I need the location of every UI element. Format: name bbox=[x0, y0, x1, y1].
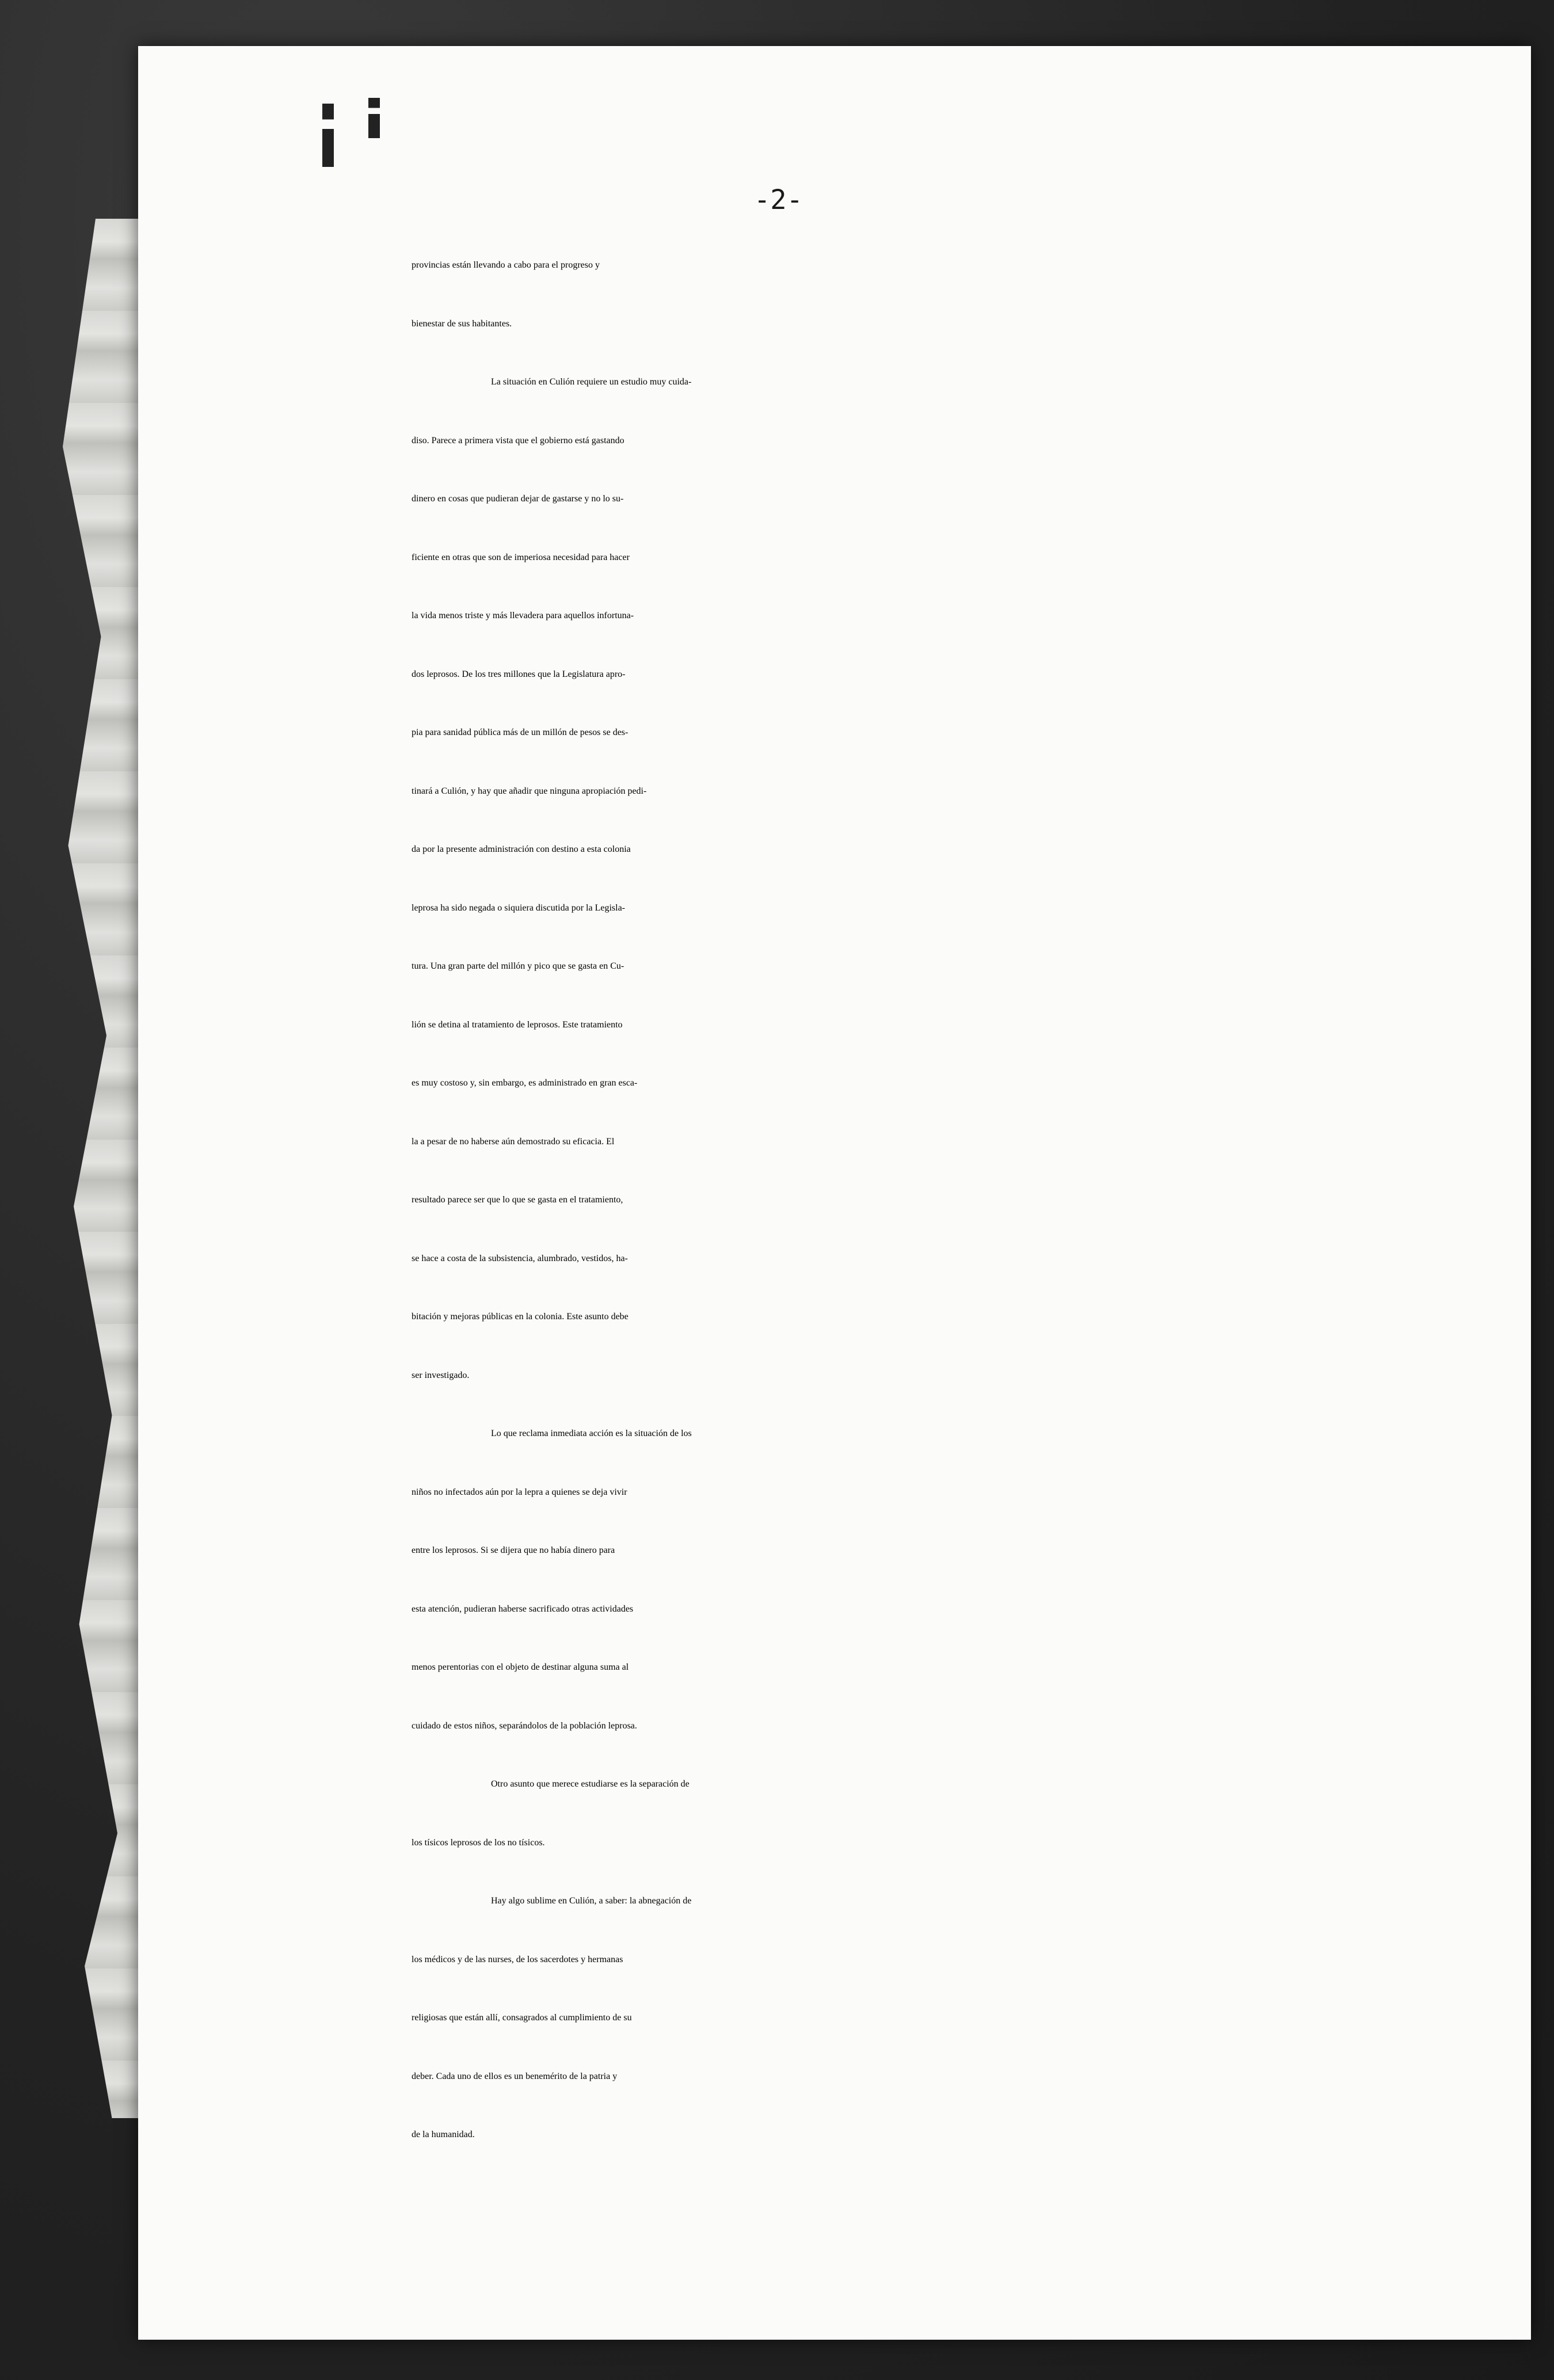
text-line: los médicos y de las nurses, de los sacerdotes y hermanas bbox=[412, 1954, 623, 1964]
text-line: tura. Una gran parte del millón y pico que se gasta en Cu- bbox=[412, 961, 624, 971]
text-line: pia para sanidad pública más de un millón de pesos se des- bbox=[412, 728, 629, 737]
text-line: religiosas que están allí, consagrados al cumplimiento de su bbox=[412, 2013, 632, 2023]
text-line: es muy costoso y, sin embargo, es administrado en gran esca- bbox=[412, 1078, 638, 1088]
text-line: lión se detina al tratamiento de leprosos. Este tratamiento bbox=[412, 1019, 623, 1030]
text-line: diso. Parece a primera vista que el gobierno está gastando bbox=[412, 435, 624, 445]
text-line: dos leprosos. De los tres millones que la Legislatura apro- bbox=[412, 669, 626, 679]
text-line: Hay algo sublime en Culión, a saber: la abnegación de bbox=[491, 1896, 692, 1906]
binding-mark bbox=[322, 104, 334, 167]
text-line: la vida menos triste y más llevadera para aquellos infortuna- bbox=[412, 611, 634, 620]
text-line: resultado parece ser que lo que se gasta en el tratamiento, bbox=[412, 1195, 623, 1205]
text-line: menos perentorias con el objeto de destinar alguna suma al bbox=[412, 1662, 629, 1672]
text-line: esta atención, pudieran haberse sacrificado otras actividades bbox=[412, 1604, 634, 1614]
binding-mark bbox=[368, 98, 380, 138]
text-line: Otro asunto que merece estudiarse es la separación de bbox=[491, 1779, 690, 1789]
text-line: tinará a Culión, y hay que añadir que ninguna apropiación pedi- bbox=[412, 786, 647, 796]
text-line: cuidado de estos niños, separándolos de la población leprosa. bbox=[412, 1720, 637, 1731]
text-line: provincias están llevando a cabo para el progreso y bbox=[412, 260, 600, 270]
page-number: -2- bbox=[754, 184, 803, 216]
text-line: bienestar de sus habitantes. bbox=[412, 318, 512, 329]
text-line: ficiente en otras que son de imperiosa necesidad para hacer bbox=[412, 552, 630, 562]
text-line: se hace a costa de la subsistencia, alumbrado, vestidos, ha- bbox=[412, 1253, 628, 1263]
text-line: da por la presente administración con destino a esta colonia bbox=[412, 844, 631, 854]
text-line: deber. Cada uno de ellos es un benemérito de la patria y bbox=[412, 2071, 618, 2081]
text-line: bitación y mejoras públicas en la colonia. Este asunto debe bbox=[412, 1312, 629, 1322]
text-line: niños no infectados aún por la lepra a quienes se deja vivir bbox=[412, 1487, 627, 1497]
text-line: Lo que reclama inmediata acción es la situación de los bbox=[491, 1429, 692, 1438]
typed-text-body bbox=[412, 236, 1482, 2164]
text-line: dinero en cosas que pudieran dejar de gastarse y no lo su- bbox=[412, 494, 624, 504]
text-line: ser investigado. bbox=[412, 1370, 470, 1380]
text-line: la a pesar de no haberse aún demostrado su eficacia. El bbox=[412, 1136, 615, 1147]
text-line: La situación en Culión requiere un estudio muy cuida- bbox=[491, 377, 692, 387]
text-line: de la humanidad. bbox=[412, 2130, 475, 2139]
text-line: entre los leprosos. Si se dijera que no había dinero para bbox=[412, 1545, 615, 1555]
text-line: los tísicos leprosos de los no tísicos. bbox=[412, 1837, 545, 1848]
text-line: leprosa ha sido negada o siquiera discutida por la Legisla- bbox=[412, 903, 625, 913]
